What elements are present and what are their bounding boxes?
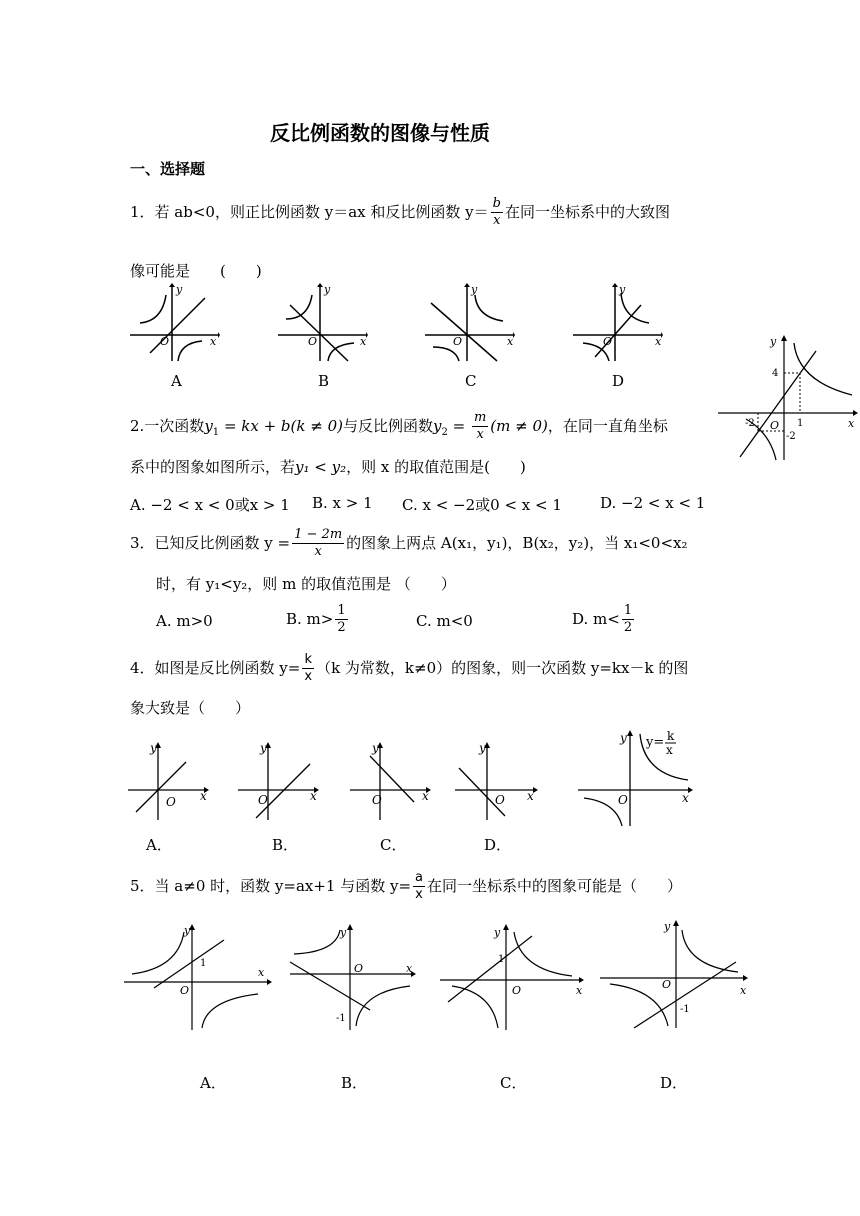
q5-d-label-neg1: -1 — [680, 1004, 690, 1015]
axis-x-label: x — [740, 984, 747, 997]
q2-line2a: 系中的图象如图所示，若 — [130, 458, 296, 476]
q2-label-1: 1 — [797, 418, 804, 429]
q5-c-label-1: 1 — [498, 954, 505, 965]
origin-label: O — [603, 335, 613, 348]
q2-option-a[interactable]: A. −2 < x < 0或x > 1 — [130, 496, 290, 514]
axis-x-label: x — [406, 962, 413, 975]
q5-prefix: 5．当 a≠0 时，函数 y=ax+1 与函数 y= — [130, 876, 412, 895]
q1-graph-a — [130, 283, 220, 363]
q4-line2: 象大致是（ ） — [130, 699, 251, 717]
q1-option-c[interactable]: C — [465, 372, 477, 390]
page-title: 反比例函数的图像与性质 — [270, 121, 490, 145]
axis-y-label: y — [619, 283, 626, 296]
q5-option-b[interactable]: B． — [341, 1074, 368, 1092]
axis-y-label: y — [471, 283, 478, 296]
origin-label: O — [258, 793, 268, 807]
q1-fraction — [491, 196, 503, 230]
axis-y-label: y — [150, 741, 157, 755]
q4-graph-a — [128, 742, 210, 822]
axis-y-label: y — [479, 741, 486, 755]
axis-y-label: y — [664, 920, 671, 933]
q3-frac-den: x — [314, 544, 322, 560]
q1-prefix: 1．若 ab<0，则正比例函数 y＝ax 和反比例函数 y＝ — [130, 202, 489, 221]
q5-option-c[interactable]: C． — [500, 1074, 527, 1092]
q5-b-label-neg1: -1 — [336, 1013, 346, 1024]
q1-graph-b — [278, 283, 368, 363]
q2-suffix: ，在同一直角坐标 — [547, 416, 668, 435]
q5-option-a[interactable]: A． — [200, 1074, 226, 1092]
origin-label: O — [160, 335, 170, 348]
origin-label: O — [618, 793, 628, 807]
q3-fraction — [292, 527, 344, 561]
q3-frac-num: 1 − 2m — [292, 527, 344, 544]
axis-x-label: x — [422, 789, 429, 803]
q5-suffix: 在同一坐标系中的图象可能是（ ） — [427, 876, 683, 895]
q4-reference-graph — [578, 728, 698, 828]
axis-x-label: x — [360, 335, 367, 348]
origin-label: O — [662, 978, 672, 991]
q2-y-label: y — [770, 335, 777, 348]
q2-label-neg2-x: -2 — [745, 418, 755, 429]
q3-option-d-den: 2 — [623, 620, 633, 636]
q1-line1 — [130, 196, 670, 230]
q2-line2b: ，则 x 的取值范围是( ) — [346, 458, 526, 476]
q3-option-d-fraction — [622, 603, 634, 637]
axis-x-label: x — [507, 335, 514, 348]
q4-graph-b — [238, 742, 320, 822]
q4-option-b[interactable]: B． — [272, 836, 299, 854]
axis-x-label: x — [682, 791, 689, 805]
q3-option-d-num: 1 — [622, 603, 634, 620]
q3-option-b-den: 2 — [337, 620, 346, 636]
axis-y-label: y — [176, 283, 183, 296]
origin-label: O — [166, 795, 176, 809]
origin-label: O — [512, 984, 522, 997]
q1-graph-d — [573, 283, 663, 363]
q2-label-4: 4 — [772, 368, 779, 379]
q1-line2: 像可能是 ( ) — [130, 262, 262, 280]
q2-x-label: x — [848, 417, 855, 430]
q3-line1 — [130, 527, 688, 561]
q2-option-c[interactable]: C. x < −2或0 < x < 1 — [402, 496, 562, 514]
axis-y-label: y — [340, 926, 347, 939]
q2-frac-num: m — [472, 410, 488, 427]
q1-frac-num: b — [491, 196, 503, 213]
q4-option-d[interactable]: D． — [484, 836, 512, 854]
q2-eq2b: (m ≠ 0) — [490, 416, 548, 435]
q2-sub1: 1 — [212, 426, 220, 438]
axis-y-label: y — [494, 926, 501, 939]
q3-option-b[interactable] — [286, 603, 350, 637]
q2-sub2: 2 — [441, 426, 448, 438]
q5-graph-d — [600, 918, 752, 1030]
q3-option-a[interactable]: A. m>0 — [156, 612, 213, 630]
axis-x-label: x — [576, 984, 583, 997]
q3-option-b-num: 1 — [335, 603, 347, 620]
q2-line1 — [130, 410, 668, 444]
q2-option-d[interactable]: D. −2 < x < 1 — [600, 494, 706, 512]
origin-label: O — [453, 335, 463, 348]
q2-condition: y₁ < y₂ — [295, 458, 347, 476]
q5-frac-num: a — [413, 870, 425, 887]
q2-prefix: 2.一次函数 — [130, 416, 205, 435]
q4-graph-d — [455, 742, 539, 822]
q1-suffix: 在同一坐标系中的大致图 — [504, 202, 670, 221]
q5-graph-b — [290, 922, 420, 1032]
axis-x-label: x — [527, 789, 534, 803]
q2-option-b[interactable]: B. x > 1 — [312, 494, 373, 512]
axis-y-label: y — [620, 731, 627, 745]
q3-option-d[interactable] — [572, 603, 636, 637]
q4-fraction — [302, 652, 314, 686]
axis-x-label: x — [310, 789, 317, 803]
axis-y-label: y — [372, 741, 379, 755]
q2-line2 — [130, 456, 526, 477]
q2-eq2: = — [447, 416, 470, 435]
q5-graph-a — [124, 922, 274, 1032]
q4-graph-frac-den: x — [666, 743, 673, 757]
q2-y2: y — [433, 416, 442, 435]
q2-frac-den: x — [476, 427, 484, 443]
q4-prefix: 4．如图是反比例函数 y= — [130, 658, 301, 677]
axis-y-label: y — [260, 741, 267, 755]
q4-graph-label: y= — [646, 735, 665, 750]
q1-frac-den: x — [493, 213, 501, 229]
q4-line1 — [130, 652, 688, 686]
q3-option-b-text: B. m> — [286, 609, 334, 628]
q5-frac-den: x — [415, 887, 423, 903]
axis-y-label: y — [184, 924, 191, 937]
q2-eq1: = kx + b(k ≠ 0) — [219, 416, 343, 435]
q4-option-c[interactable]: C． — [380, 836, 407, 854]
q5-line1 — [130, 870, 682, 904]
origin-label: O — [308, 335, 318, 348]
q1-option-d[interactable]: D — [612, 372, 625, 390]
q3-option-d-text: D. m< — [572, 609, 620, 628]
q4-graph-frac-num: k — [667, 729, 675, 743]
axis-x-label: x — [258, 966, 265, 979]
q2-y1: y — [204, 416, 213, 435]
q5-a-label-1: 1 — [200, 958, 207, 969]
q1-option-a[interactable]: A — [171, 372, 182, 390]
q4-frac-den: x — [304, 669, 313, 685]
q3-suffix: 的图象上两点 A(x₁，y₁)，B(x₂，y₂)，当 x₁<0<x₂ — [346, 533, 688, 552]
origin-label: O — [180, 984, 190, 997]
q3-option-c[interactable]: C. m<0 — [416, 612, 473, 630]
q3-line2: 时，有 y₁<y₂，则 m 的取值范围是 （ ） — [156, 575, 456, 593]
origin-label: O — [354, 962, 364, 975]
q3-prefix: 3．已知反比例函数 y = — [130, 533, 291, 552]
q2-label-neg2-y: -2 — [786, 431, 796, 442]
axis-x-label: x — [655, 335, 662, 348]
q5-fraction — [413, 870, 425, 904]
q5-option-d[interactable]: D． — [660, 1074, 688, 1092]
axis-x-label: x — [200, 789, 207, 803]
origin-label: O — [372, 793, 382, 807]
q4-frac-num: k — [302, 652, 314, 669]
q2-graph — [718, 335, 858, 460]
q4-option-a[interactable]: A． — [146, 836, 172, 854]
origin-label: O — [495, 793, 505, 807]
q1-graph-c — [425, 283, 515, 363]
q2-fraction — [472, 410, 488, 444]
q5-graph-c — [440, 922, 588, 1032]
axis-y-label: y — [324, 283, 331, 296]
q2-origin-label: O — [770, 419, 780, 432]
axis-x-label: x — [210, 335, 217, 348]
q2-mid: 与反比例函数 — [342, 416, 433, 435]
q3-option-b-fraction — [335, 603, 347, 637]
section-heading: 一、选择题 — [130, 160, 206, 178]
q1-option-b[interactable]: B — [318, 372, 330, 390]
q4-graph-c — [350, 742, 432, 822]
q4-suffix: （k 为常数，k≠0）的图象，则一次函数 y=kx－k 的图 — [316, 658, 689, 677]
